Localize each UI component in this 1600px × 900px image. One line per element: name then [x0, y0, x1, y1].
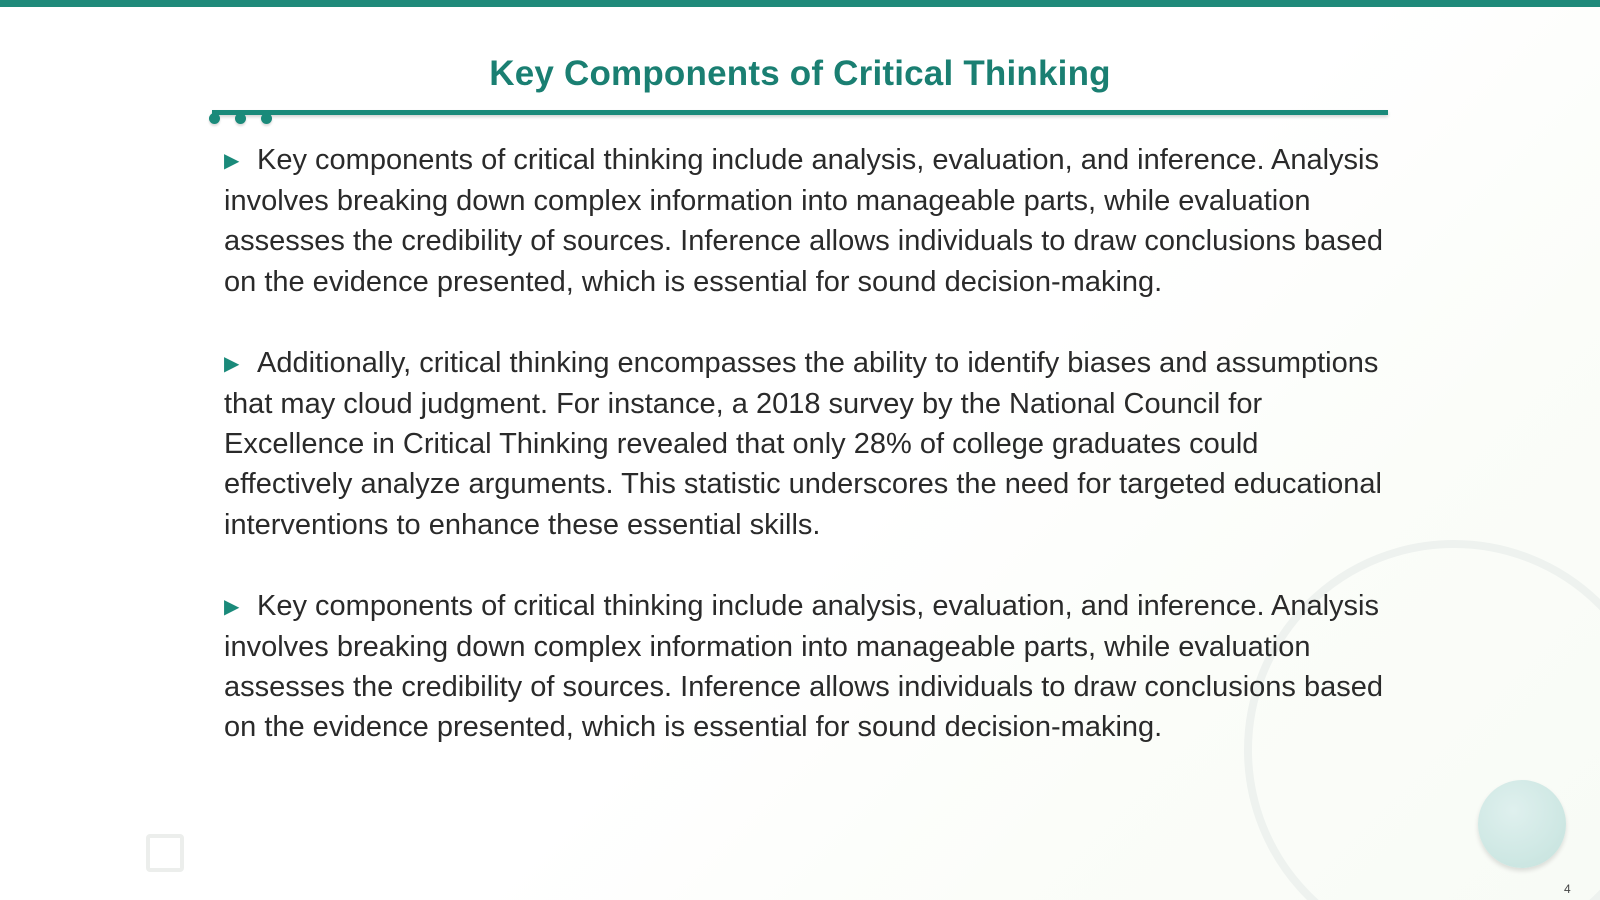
bullet-text: Additionally, critical thinking encompasses the ability to identify biases and assumptions that may cloud judgment. For instance, a 2018 survey by the National Council for Excellence in Critical Thinking revealed that only 28% of college graduates could effectively analyze arguments. This statistic underscores the need for targeted educational interventions to enhance these essential skills. [224, 346, 1382, 541]
bullet-item [224, 140, 1384, 302]
bullet-list [224, 140, 1384, 789]
title-underline [212, 110, 1388, 115]
slide-title: Key Components of Critical Thinking [489, 54, 1111, 93]
bullet-text: Key components of critical thinking include analysis, evaluation, and inference. Analysis involves breaking down complex information into manageable parts, while evaluation assesses the credibility of sources. Inference allows individuals to draw conclusions based on the evidence presented, which is essential for sound decision-making. [224, 589, 1383, 744]
underline-dot [209, 113, 220, 124]
bullet-item [224, 343, 1384, 545]
bullet-item [224, 586, 1384, 748]
bullet-arrow-icon: ▶ [224, 595, 240, 618]
page-number: 4 [1564, 882, 1571, 896]
underline-dot [235, 113, 246, 124]
top-accent-bar [0, 0, 1600, 7]
decorative-square [146, 834, 184, 872]
decorative-circle [1478, 780, 1566, 868]
underline-dot [261, 113, 272, 124]
bullet-arrow-icon: ▶ [224, 150, 240, 172]
bullet-arrow-icon: ▶ [224, 352, 240, 375]
bullet-text: Key components of critical thinking include analysis, evaluation, and inference. Analysis involves breaking down complex information into manageable parts, while evaluation assesses the credibility of sources. Inference allows individuals to draw conclusions based on the evidence presented, which is essential for sound decision-making. [224, 144, 1383, 298]
